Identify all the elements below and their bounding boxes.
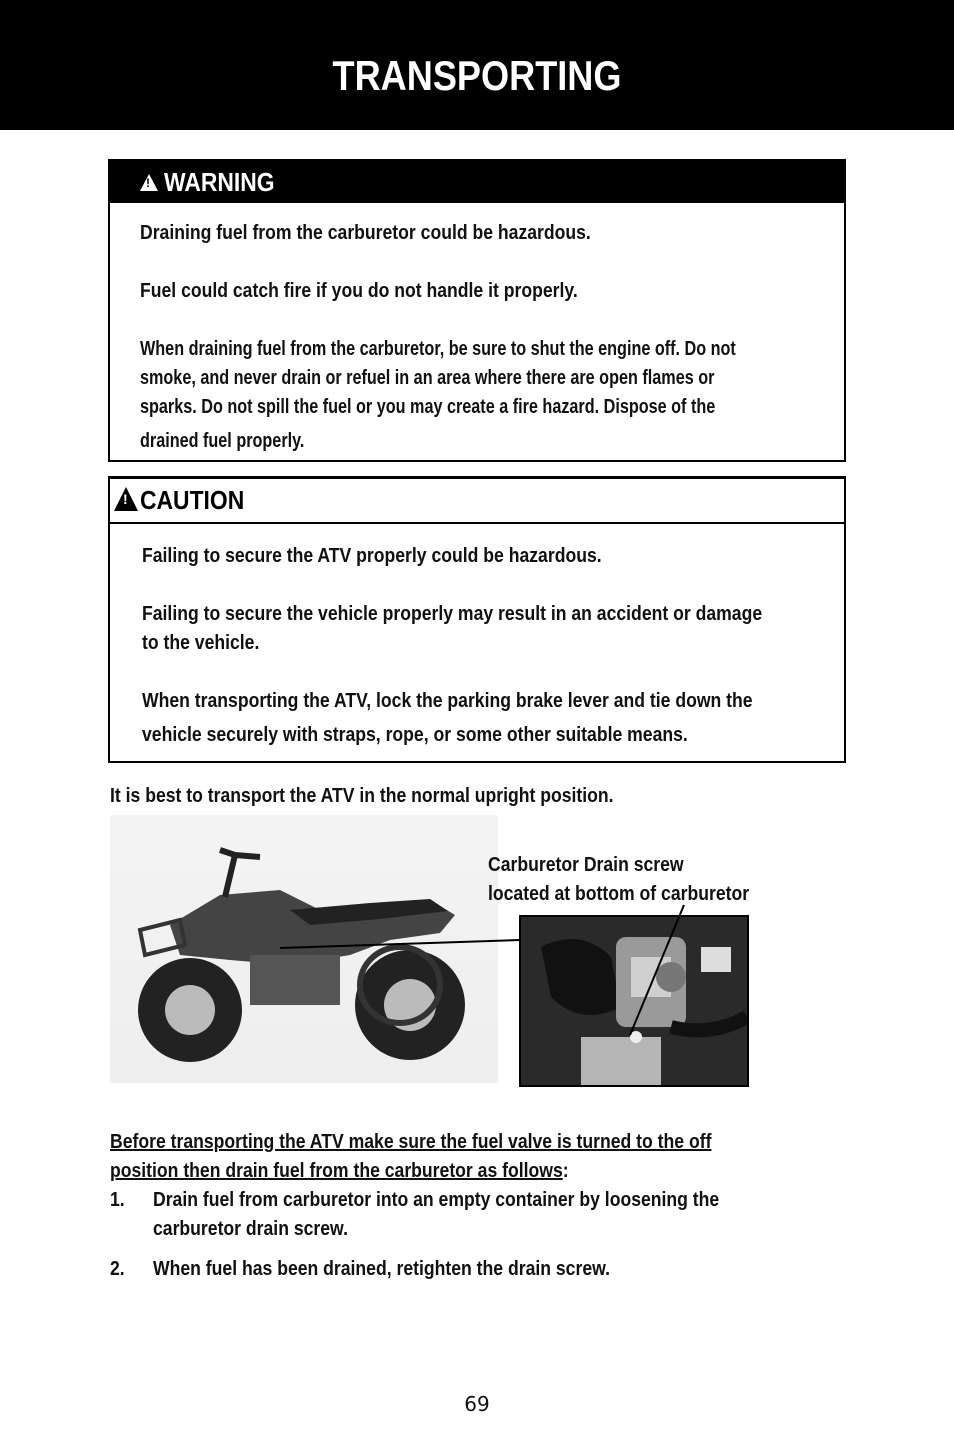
warning-line: smoke, and never drain or refuel in an area where there are open flames or <box>140 367 715 389</box>
caution-line: Failing to secure the vehicle properly may result in an accident or damage <box>142 603 763 625</box>
step-text: Drain fuel from carburetor into an empty container by loosening the <box>153 1189 720 1211</box>
procedure-heading-line2 <box>110 1157 569 1186</box>
step-text: carburetor drain screw. <box>153 1218 348 1240</box>
callout-line-atv <box>280 940 520 948</box>
warning-box <box>108 159 846 462</box>
carburetor-label-line1: Carburetor Drain screw <box>488 854 684 876</box>
caution-line: to the vehicle. <box>142 632 260 654</box>
procedure-heading-text2: position then drain fuel from the carburetor as follows <box>110 1160 563 1182</box>
warning-title: WARNING <box>164 166 275 197</box>
procedure-heading-line1 <box>110 1128 711 1157</box>
step-number: 2. <box>110 1258 125 1280</box>
page-number: 69 <box>464 1392 490 1416</box>
caution-line: vehicle securely with straps, rope, or some other suitable means. <box>142 724 688 746</box>
procedure-heading-text1: Before transporting the ATV make sure the fuel valve is turned to the off <box>110 1131 712 1153</box>
figure <box>110 815 840 1090</box>
caution-line: Failing to secure the ATV properly could be hazardous. <box>142 545 602 567</box>
caution-header <box>110 479 844 524</box>
caution-box <box>108 476 846 763</box>
warning-line: Fuel could catch fire if you do not handle it properly. <box>140 280 578 302</box>
warning-line: Draining fuel from the carburetor could be hazardous. <box>140 222 591 244</box>
warning-line: sparks. Do not spill the fuel or you may create a fire hazard. Dispose of the <box>140 396 716 418</box>
caution-line: When transporting the ATV, lock the parking brake lever and tie down the <box>142 690 753 712</box>
page-title: TRANSPORTING <box>332 52 622 99</box>
caution-triangle-icon <box>114 487 138 511</box>
step-number: 1. <box>110 1189 125 1211</box>
caution-title: CAUTION <box>140 485 245 515</box>
warning-line: drained fuel properly. <box>140 430 305 452</box>
carburetor-label-line2: located at bottom of carburetor <box>488 883 750 905</box>
step-text: When fuel has been drained, retighten the drain screw. <box>153 1258 611 1280</box>
callout-lines <box>110 815 840 1090</box>
procedure-heading-colon: : <box>562 1160 569 1182</box>
warning-triangle-icon <box>140 174 158 191</box>
intro-text: It is best to transport the ATV in the normal upright position. <box>110 785 614 807</box>
warning-line: When draining fuel from the carburetor, be sure to shut the engine off. Do not <box>140 338 736 360</box>
warning-header <box>110 161 844 203</box>
page-header <box>0 0 954 130</box>
callout-line-carburetor <box>630 905 684 1035</box>
